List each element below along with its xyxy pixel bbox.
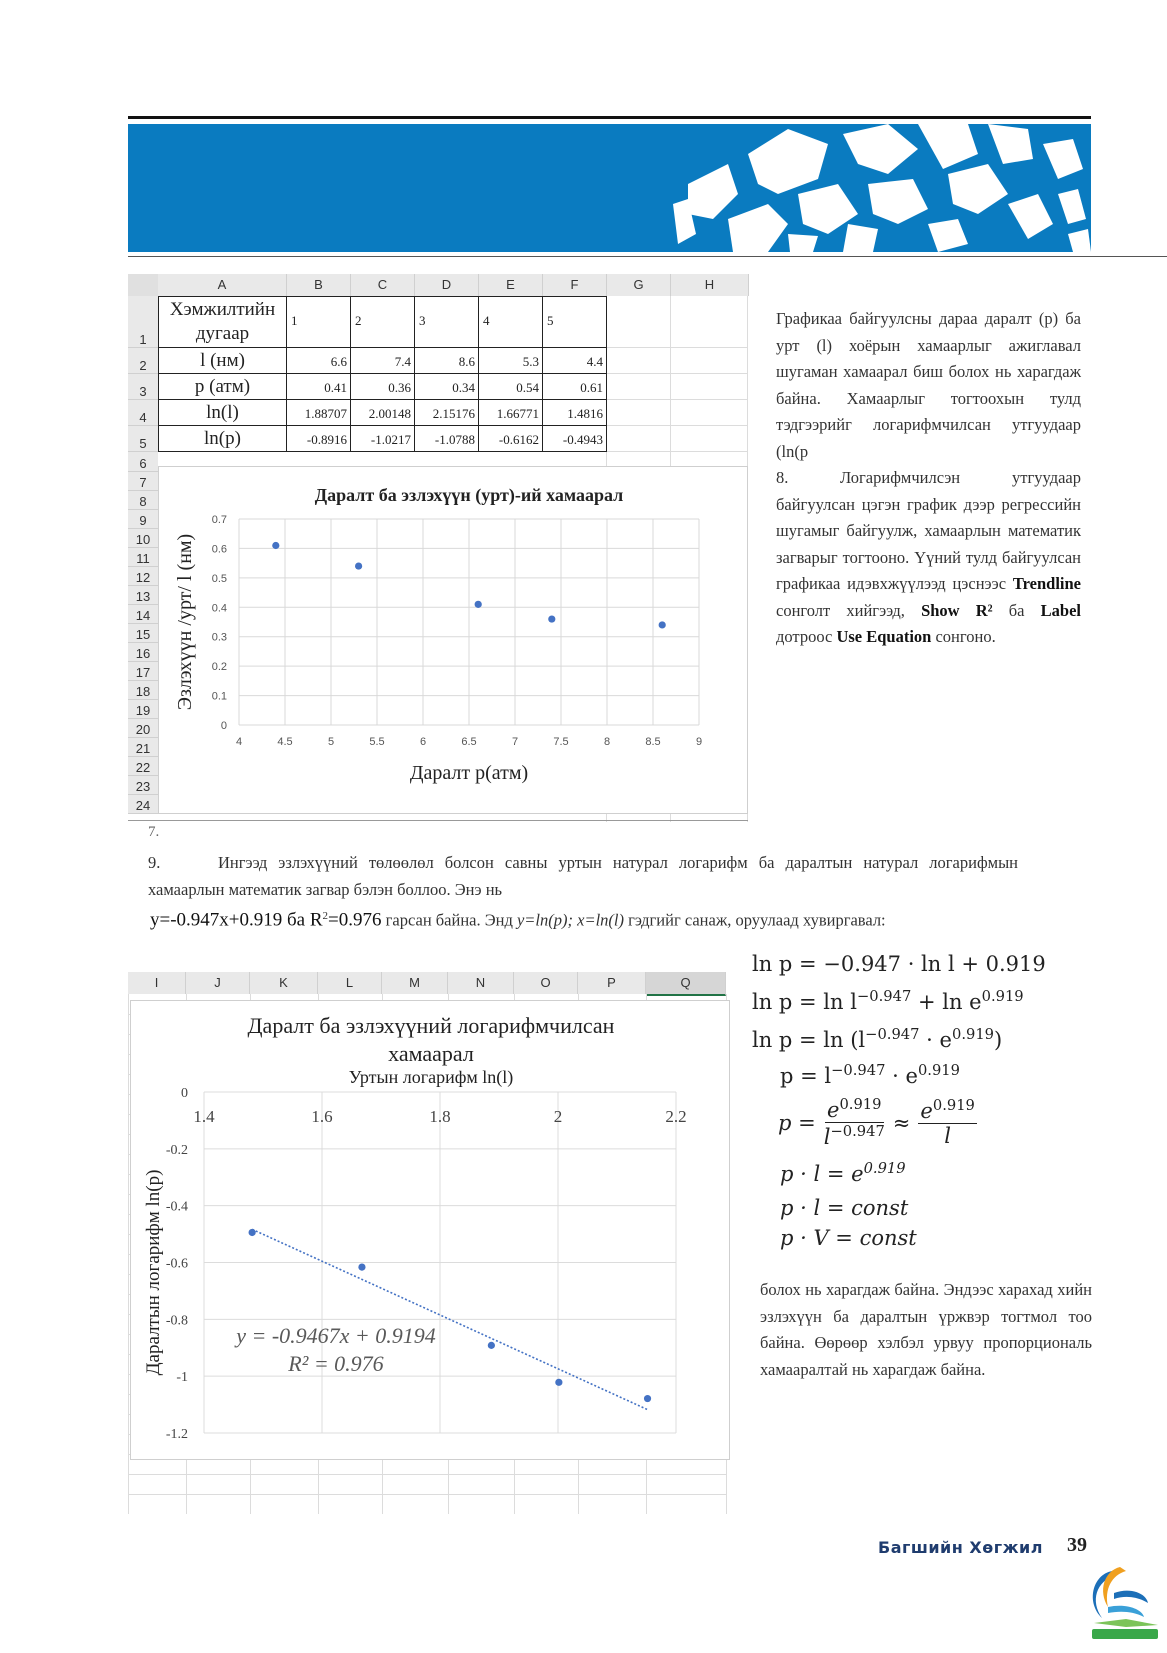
column-header-c[interactable]: C (351, 274, 415, 296)
cell-lnp-5[interactable]: -0.4943 (543, 426, 607, 452)
cell-lnp-4[interactable]: -0.6162 (479, 426, 543, 452)
row-header-19[interactable]: 19 (128, 700, 158, 719)
row-header-21[interactable]: 21 (128, 738, 158, 757)
column-header-i[interactable]: I (128, 972, 186, 994)
header-rule (128, 116, 1091, 119)
cell-p-5[interactable]: 0.61 (543, 374, 607, 400)
r2-word: R² (975, 600, 993, 620)
item-8-text: Логарифмчилсэн утгуудаар байгуулсан цэгэн график дээр регрессийн шугамыг байгуулж, хамаарлын математик загварыг тогтооно. Үүний тулд байгуулсан графикаа идэвхжүүлээд цэснээс (776, 468, 1081, 593)
column-header-e[interactable]: E (479, 274, 543, 296)
derivation-line-2b: + ln e (911, 990, 982, 1014)
equation-line (150, 903, 1050, 934)
row-header-15[interactable]: 15 (128, 624, 158, 643)
chart2-xlabel: Уртын логарифм ln(l) (348, 1067, 514, 1087)
derivation-line-8: p · V = const (780, 1226, 917, 1250)
cell-lnl-1[interactable]: 1.88707 (287, 400, 351, 426)
row-header-22[interactable]: 22 (128, 757, 158, 776)
fraction-1-num: e (827, 1098, 840, 1122)
cell-measurement-4[interactable]: 4 (479, 296, 543, 348)
cell-measurement-2[interactable]: 2 (351, 296, 415, 348)
chart1-xtick-7: 7.5 (553, 736, 569, 748)
cell-lnp-3[interactable]: -1.0788 (415, 426, 479, 452)
column-header-q[interactable]: Q (646, 972, 726, 996)
row-header-9[interactable]: 9 (128, 510, 158, 529)
item-9-number: 9. (148, 853, 161, 872)
paragraph-conclusion: болох нь харагдаж байна. Эндээс харахад хийн эзлэхүүн ба даралтын үржвэр тогтмол тоо байна. Өөрөөр хэлбэл урвуу пропорциональ хамааралтай нь харагдаж байна. (760, 1280, 1092, 1379)
show-word: Show (921, 600, 960, 620)
derivation-line-4-sup2: 0.919 (917, 1062, 960, 1079)
derivation-line-7: p · l = const (780, 1196, 909, 1220)
cell-label-lnp[interactable]: ln(p) (158, 426, 287, 452)
row-header-1[interactable]: 1 (128, 296, 158, 348)
derivation-line-5-lhs: p = (778, 1110, 816, 1135)
item-9-text: Ингээд эзлэхүүний төлөөлөл болсон савны уртын натурал логарифм ба даралтын натурал логарифмын хамаарлын математик загвар бэлэн боллоо. Энэ нь (148, 853, 1018, 899)
row-header-4[interactable]: 4 (128, 400, 158, 426)
item-8-text-c: ба (1008, 600, 1025, 620)
row-header-8[interactable]: 8 (128, 491, 158, 510)
cell-p-1[interactable]: 0.41 (287, 374, 351, 400)
chart2-point-4 (555, 1379, 562, 1386)
cell-lnl-3[interactable]: 2.15176 (415, 400, 479, 426)
row-header-24[interactable]: 24 (128, 795, 158, 814)
derivation-line-4b: · e (885, 1064, 918, 1088)
approx-sign: ≈ (892, 1110, 911, 1135)
chart1-xtick-8: 8 (603, 736, 611, 748)
chart1-ytick-4: 0.4 (211, 602, 227, 615)
row-header-20[interactable]: 20 (128, 719, 158, 738)
derivation-line-4 (780, 1062, 960, 1088)
derivation-line-6-sup: 0.919 (863, 1160, 906, 1177)
row-header-10[interactable]: 10 (128, 529, 158, 548)
cell-p-4[interactable]: 0.54 (479, 374, 543, 400)
derivation-line-3a: ln p = ln (l (752, 1028, 866, 1052)
fraction-2-num-sup: 0.919 (932, 1097, 975, 1114)
cell-measurement-5[interactable]: 5 (543, 296, 607, 348)
chart2-ytick-4: -0.8 (165, 1313, 188, 1329)
row-header-23[interactable]: 23 (128, 776, 158, 795)
cell-l-3[interactable]: 8.6 (415, 348, 479, 374)
chart2-ytick-3: -0.6 (165, 1256, 188, 1272)
chart1-xlabel: Даралт p(атм) (409, 762, 529, 784)
derivation-line-2a: ln p = ln l (752, 990, 857, 1014)
chart1-ytick-3: 0.3 (211, 631, 227, 644)
chart-pressure-vs-length-svg (159, 467, 747, 813)
cell-header-label[interactable]: Хэмжилтийн дугаар (158, 296, 287, 348)
chart1-ytick-2: 0.2 (211, 661, 227, 674)
ice-texture-decoration (128, 124, 1091, 252)
row-header-2[interactable]: 2 (128, 348, 158, 374)
cell-lnp-2[interactable]: -1.0217 (351, 426, 415, 452)
trendline-word: Trendline (1012, 574, 1081, 593)
paragraph-intro-text: Графикаа байгуулсны дараа даралт (p) ба урт (l) хоёрын хамаарлыг ажиглавал шугаман хамаарал биш болох нь харагдаж байна. Хамаарлыг тогтоохын тулд тэдгээрийг логарифмчилсан утгуудаар (ln(p (776, 309, 1081, 461)
derivation-line-3 (752, 1026, 1002, 1052)
chart-log-relation-svg (131, 1001, 729, 1459)
fraction-2 (918, 1097, 977, 1148)
column-header-l[interactable]: L (318, 972, 382, 994)
chart2-xtick-3: 2 (553, 1107, 563, 1126)
equation-line-c: гарсан байна. Энд (385, 910, 513, 930)
chart2-equation: y = -0.9467x + 0.9194 (236, 1323, 436, 1348)
derivation-line-4a: p = l (780, 1064, 832, 1088)
column-header-h[interactable]: H (671, 274, 749, 296)
chart2-point-5 (644, 1395, 651, 1402)
fraction-1-den: l (823, 1125, 831, 1149)
row-header-12[interactable]: 12 (128, 567, 158, 586)
derivation-line-6 (780, 1160, 906, 1186)
derivation-line-1: ln p = −0.947 · ln l + 0.919 (752, 952, 1046, 976)
column-header-a[interactable]: A (158, 274, 287, 296)
fraction-1-den-sup: −0.947 (830, 1123, 885, 1140)
row-header-7[interactable]: 7 (128, 472, 158, 491)
use-equation-word: Use Equation (836, 627, 932, 646)
brand-logo (1082, 1563, 1164, 1645)
cell-l-2[interactable]: 7.4 (351, 348, 415, 374)
cell-label-p[interactable]: p (атм) (158, 374, 287, 400)
row-header-17[interactable]: 17 (128, 662, 158, 681)
equation-line-e: гэдгийг санаж, оруулаад хувиргавал: (628, 910, 886, 930)
chart1-xtick-2: 5 (327, 736, 335, 748)
chart1-xtick-5: 6.5 (461, 736, 477, 748)
cell-lnl-4[interactable]: 1.66771 (479, 400, 543, 426)
row-header-6[interactable]: 6 (128, 452, 158, 472)
chart1-xtick-9: 8.5 (645, 736, 661, 748)
chart1-xtick-10: 9 (695, 736, 703, 748)
row-header-5[interactable]: 5 (128, 426, 158, 452)
chart2-ylabel: Даралтын логарифм ln(p) (143, 1169, 164, 1376)
chart1-point-1 (272, 542, 279, 549)
cell-lnp-1[interactable]: -0.8916 (287, 426, 351, 452)
column-header-k[interactable]: K (250, 972, 318, 994)
derivation-line-3-sup1: −0.947 (865, 1026, 920, 1043)
fraction-1-num-sup: 0.919 (839, 1096, 882, 1113)
row-header-14[interactable]: 14 (128, 605, 158, 624)
derivation-line-3c: ) (994, 1028, 1003, 1052)
chart2-title-line-2: хамаарал (388, 1041, 474, 1066)
derivation-line-3b: · e (919, 1028, 952, 1052)
chart2-xtick-1: 1.6 (311, 1107, 333, 1126)
chart2-ytick-5: -1 (176, 1370, 188, 1386)
chart1-xtick-0: 4 (235, 736, 243, 748)
row-header-18[interactable]: 18 (128, 681, 158, 700)
chart2-title-line-1: Даралт ба эзлэхүүний логарифмчилсан (247, 1013, 615, 1038)
chart1-ytick-7: 0.7 (211, 514, 227, 526)
label-word: Label (1040, 600, 1081, 620)
equation-line-b: =0.976 (328, 909, 382, 931)
column-header-p[interactable]: P (578, 972, 646, 994)
column-header-d[interactable]: D (415, 274, 479, 296)
cell-p-2[interactable]: 0.36 (351, 374, 415, 400)
cell-label-l[interactable]: l (нм) (158, 348, 287, 374)
derivation-line-2 (752, 988, 1024, 1014)
row-header-16[interactable]: 16 (128, 643, 158, 662)
chart2-point-1 (249, 1229, 256, 1236)
cell-lnl-2[interactable]: 2.00148 (351, 400, 415, 426)
column-header-b[interactable]: B (287, 274, 351, 296)
chart2-ytick-1: -0.2 (165, 1142, 188, 1158)
row-header-11[interactable]: 11 (128, 548, 158, 567)
cell-measurement-3[interactable]: 3 (415, 296, 479, 348)
item-8-text-e: сонгоно. (935, 627, 996, 646)
footer-page-number: 39 (1067, 1534, 1087, 1556)
header-banner (128, 124, 1091, 252)
derivation-line-2-sup2: 0.919 (981, 988, 1024, 1005)
chart1-xtick-6: 7 (511, 736, 519, 748)
chart2-ytick-2: -0.4 (165, 1199, 188, 1215)
fraction-1 (824, 1096, 885, 1149)
column-header-f[interactable]: F (543, 274, 607, 296)
brand-logo-icon (1082, 1563, 1164, 1645)
item-8-text-b: сонголт хийгээд, (776, 600, 905, 620)
chart1-ytick-1: 0.1 (211, 690, 227, 703)
chart-log-relation[interactable] (130, 1000, 730, 1460)
derivation-line-3-sup2: 0.919 (951, 1026, 995, 1043)
chart2-xtick-0: 1.4 (193, 1107, 215, 1126)
equation-line-a: y=-0.947x+0.919 ба R (150, 909, 323, 931)
chart1-point-3 (475, 601, 482, 608)
column-header-n[interactable]: N (448, 972, 514, 994)
chart2-xtick-4: 2.2 (665, 1107, 687, 1126)
cell-l-5[interactable]: 4.4 (543, 348, 607, 374)
row-header-13[interactable]: 13 (128, 586, 158, 605)
row-header-3[interactable]: 3 (128, 374, 158, 400)
paragraph-intro (776, 306, 1081, 651)
chart1-ylabel: Эзлэхүүн /урт/ l (нм) (174, 533, 196, 711)
chart1-xtick-3: 5.5 (369, 736, 385, 748)
chart-pressure-vs-length[interactable] (158, 466, 748, 814)
column-header-j[interactable]: J (186, 972, 250, 994)
chart1-ytick-6: 0.6 (211, 543, 227, 556)
cell-label-lnl[interactable]: ln(l) (158, 400, 287, 426)
derivation-line-2-sup1: −0.947 (856, 988, 912, 1005)
column-header-o[interactable]: O (514, 972, 578, 994)
chart1-title: Даралт ба эзлэхүүн (урт)-ий хамаарал (314, 485, 624, 505)
fraction-2-num: e (920, 1099, 933, 1123)
chart2-point-2 (358, 1264, 365, 1271)
item-8-number: 8. (776, 468, 789, 487)
chart2-point-3 (488, 1342, 495, 1349)
paragraph-item-9 (148, 850, 1018, 903)
select-all-corner[interactable] (128, 274, 158, 296)
cell-l-4[interactable]: 5.3 (479, 348, 543, 374)
footer-brand: Багшийн Хөгжил (878, 1538, 1043, 1557)
chart2-r2: R² = 0.976 (288, 1351, 384, 1376)
cell-l-1[interactable]: 6.6 (287, 348, 351, 374)
chart2-xtick-2: 1.8 (429, 1107, 451, 1126)
chart1-point-5 (659, 621, 666, 628)
chart1-point-2 (355, 562, 362, 569)
equation-line-d: y=ln(p); x=ln(l) (516, 910, 624, 930)
derivation-line-5 (778, 1096, 977, 1149)
fraction-2-den: l (944, 1124, 952, 1148)
column-header-g[interactable]: G (607, 274, 671, 296)
cell-measurement-1[interactable]: 1 (287, 296, 351, 348)
derivation-line-6a: p · l = e (780, 1162, 864, 1186)
equation-line-sup: 2 (322, 910, 329, 922)
column-header-m[interactable]: M (382, 972, 448, 994)
chart1-ytick-5: 0.5 (211, 572, 227, 585)
chart1-ytick-0: 0 (220, 720, 227, 732)
item-7-number: 7. (148, 824, 160, 840)
chart2-ytick-6: -1.2 (165, 1427, 188, 1442)
item-8-text-d: дотроос (776, 627, 833, 646)
cell-p-3[interactable]: 0.34 (415, 374, 479, 400)
chart1-point-4 (548, 615, 555, 622)
chart1-xtick-4: 6 (419, 736, 427, 748)
chart1-xtick-1: 4.5 (277, 736, 293, 748)
chart2-ytick-0: 0 (181, 1086, 188, 1101)
header-underline (128, 256, 1167, 257)
derivation-line-4-sup1: −0.947 (831, 1062, 886, 1079)
cell-lnl-5[interactable]: 1.4816 (543, 400, 607, 426)
